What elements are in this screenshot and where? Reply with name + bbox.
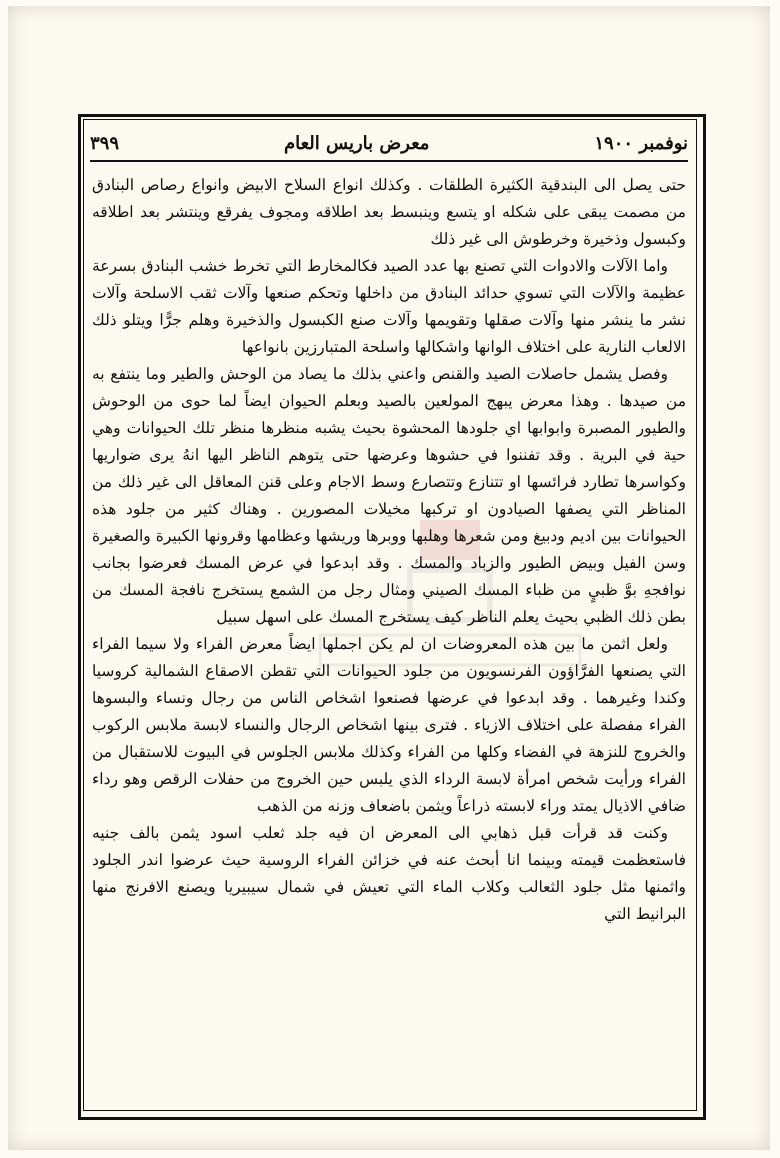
page-number: ٣٩٩ — [90, 132, 120, 154]
paragraph-1: حتى يصل الى البندقية الكثيرة الطلقات . وكذلك انواع السلاح الابيض وانواع رصاص البنادق من مصمت يبقى على شكله او يتسع وينبسط بعد اطلاقه ومجوف يفرقع وينتشر بعد اطلاقه وكبسول وذخيرة وخرطوش الى غير ذلك — [92, 176, 686, 248]
header-date: نوفمبر ١٩٠٠ — [594, 132, 688, 154]
header-title: معرض باريس العام — [283, 132, 430, 154]
paragraph-2: واما الآلات والادوات التي تصنع بها عدد الصيد فكالمخارط التي تخرط خشب البنادق بسرعة عظيمة والآلات التي تسوي حدائد البنادق من داخلها وتحكم صنعها وآلات ثقب الاسلحة وآلات نشر ما ينشر منها وآلات صقلها وتقويمها وآلات صنع الكبسول والذخيرة وهلم جرًّا ويتلو ذلك الالعاب النارية على اختلاف الوانها واشكالها واسلحة المتبارزين بانواعها — [92, 257, 686, 356]
article-body — [92, 172, 686, 1102]
running-header — [90, 126, 688, 160]
header-rule — [90, 160, 688, 162]
paragraph-3: وفصل يشمل حاصلات الصيد والقنص واعني بذلك ما يصاد من الوحش والطير وما ينتفع به من صيدها . وهذا معرض يبهج المولعين بالصيد وبعلم الحيوان ايضاً لما حوى من الوحوش والطيور المصبرة وابوابها اي جلودها المحشوة بحيث يشبه منظرها منظر تلك الحيوانات وهي حية في البرية . وقد تفننوا في حشوها وعرضها حتى يتوهم الناظر اليها انهُ يرى ضواريها وكواسرها تطارد فرائسها او تتنازع وتتصارع وسط الاجام وعلى قنن المعاقل الى غير ذلك من المناظر التي يصفها الصيادون او تركبها مخيلات المصورين . وهناك كثير من جلود هذه الحيوانات بين اديم ودبيغ ومن شعرها وهلبها ووبرها وريشها وعظامها وقرونها الكبيرة والصغيرة وسن الفيل وبيض الطيور والزباد والمسك . وقد ابدعوا في عرض المسك فعرضوا بجانب نوافجهِ بوَّ ظبيٍ من ظباء المسك الصيني ومثال رجل من الشمع يستخرج نافجة المسك من بطن ذلك الظبي بحيث يعلم الناظر كيف يستخرج المسك على اسهل سبيل — [92, 365, 686, 626]
paragraph-4: ولعل اثمن ما بين هذه المعروضات ان لم يكن اجملها ايضاً معرض الفراء ولا سيما الفراء التي يصنعها الفرَّاؤون الفرنسويون من جلود الحيوانات التي تقطن الاصقاع الشمالية كروسيا وكندا وغيرهما . وقد ابدعوا في عرضها فصنعوا اشخاص الناس من رجال ونساء والبسوها الفراء مفصلة على اختلاف الازياء . فترى بينها اشخاص الرجال والنساء لابسة ملابس الركوب والخروج للنزهة في الفضاء وكلها من الفراء وكذلك ملابس الجلوس في البيوت للاستقبال من الفراء ورأيت شخص امرأة لابسة الرداء الذي يلبس حين الخروج من حفلات الرقص وهو رداء ضافي الاذيال يمتد وراء لابسته ذراعاً ويثمن باضعاف وزنه من الذهب — [92, 635, 686, 815]
paragraph-5: وكنت قد قرأت قبل ذهابي الى المعرض ان فيه جلد ثعلب اسود يثمن بالف جنيه فاستعظمت قيمته وبينما انا أبحث عنه في خزائن الفراء الروسية حيث عرضوا اندر الجلود واثمنها مثل جلود الثعالب وكلاب الماء التي تعيش في شمال سيبيريا ويصنع الافرنج منها البرانيط التي — [92, 824, 686, 923]
